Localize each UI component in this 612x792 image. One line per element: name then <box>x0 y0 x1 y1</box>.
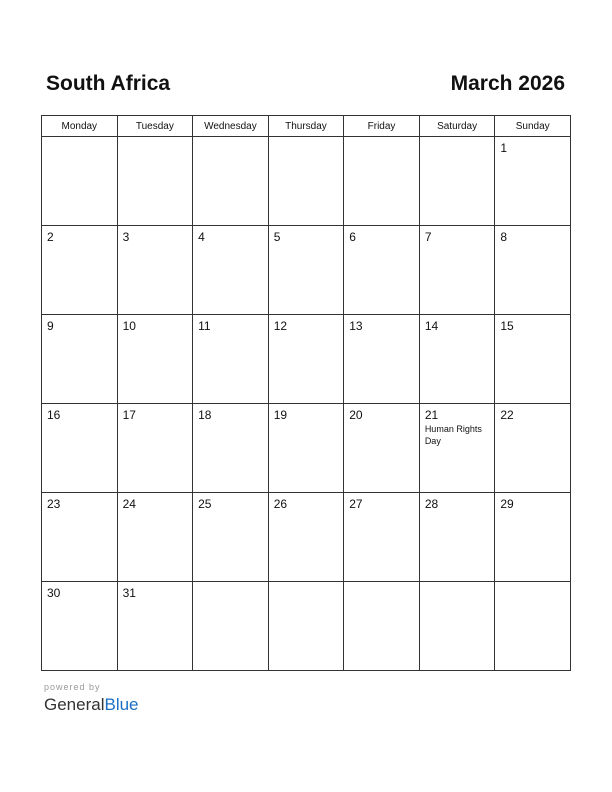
day-cell <box>495 137 571 226</box>
day-number: 19 <box>273 408 288 422</box>
day-cell <box>42 226 118 315</box>
day-number: 29 <box>500 497 514 511</box>
day-number <box>269 582 344 586</box>
day-number <box>42 137 117 141</box>
day-number: 9 <box>47 319 54 333</box>
day-cell <box>193 137 269 226</box>
weekday-header: Sunday <box>495 116 571 137</box>
day-number: 12 <box>273 319 288 333</box>
day-cell <box>193 493 269 582</box>
brand-general-text: General <box>44 695 105 714</box>
day-number <box>344 137 419 141</box>
weekday-header-row <box>42 116 571 137</box>
day-cell <box>42 315 118 404</box>
week-row <box>42 493 571 582</box>
day-number <box>118 137 193 141</box>
page-title-country: South Africa <box>46 72 171 95</box>
day-cell <box>117 226 193 315</box>
weekday-header: Wednesday <box>193 116 269 137</box>
page-title-month: March 2026 <box>450 72 565 95</box>
day-number: 7 <box>424 230 432 244</box>
day-cell <box>344 404 420 493</box>
day-cell <box>42 582 118 671</box>
day-number: 15 <box>500 319 514 333</box>
day-cell <box>495 582 571 671</box>
day-cell <box>344 315 420 404</box>
day-number: 30 <box>47 586 61 600</box>
day-number: 17 <box>122 408 136 422</box>
day-cell <box>419 493 495 582</box>
week-row <box>42 137 571 226</box>
footer-branding <box>44 682 139 716</box>
day-cell <box>495 226 571 315</box>
day-cell <box>268 582 344 671</box>
day-number <box>269 137 344 141</box>
day-number: 13 <box>349 319 363 333</box>
day-number: 26 <box>273 497 288 511</box>
day-number: 4 <box>198 230 205 244</box>
day-cell <box>117 137 193 226</box>
week-row <box>42 315 571 404</box>
powered-by-text: powered by <box>44 682 101 692</box>
day-cell <box>419 137 495 226</box>
day-cell <box>268 315 344 404</box>
day-number: 11 <box>198 319 211 333</box>
day-number: 3 <box>122 230 130 244</box>
day-number: 8 <box>500 230 508 244</box>
brand-blue-text: Blue <box>104 695 139 714</box>
day-number <box>420 137 495 141</box>
day-cell <box>419 315 495 404</box>
week-row <box>42 226 571 315</box>
day-number: 22 <box>500 408 514 422</box>
day-number <box>420 582 495 586</box>
week-row <box>42 582 571 671</box>
day-cell <box>344 226 420 315</box>
day-cell <box>117 404 193 493</box>
brand-logo[interactable] <box>44 694 139 716</box>
day-number: 1 <box>500 141 508 155</box>
day-number <box>344 582 419 586</box>
weekday-header: Saturday <box>419 116 495 137</box>
weekday-header: Thursday <box>268 116 344 137</box>
day-number: 28 <box>424 497 439 511</box>
day-cell <box>495 404 571 493</box>
day-cell <box>344 493 420 582</box>
day-cell <box>495 315 571 404</box>
day-cell <box>193 226 269 315</box>
day-number: 21 <box>424 408 439 422</box>
week-row <box>42 404 571 493</box>
day-number: 14 <box>424 319 439 333</box>
day-cell <box>117 493 193 582</box>
day-number: 6 <box>349 230 356 244</box>
day-number: 25 <box>198 497 212 511</box>
day-cell <box>268 137 344 226</box>
weekday-header: Tuesday <box>117 116 193 137</box>
day-cell <box>344 582 420 671</box>
day-cell <box>117 315 193 404</box>
weekday-header: Monday <box>42 116 118 137</box>
day-number: 10 <box>122 319 136 333</box>
day-number: 24 <box>122 497 136 511</box>
day-cell <box>193 404 269 493</box>
day-cell <box>419 226 495 315</box>
day-number: 18 <box>198 408 212 422</box>
day-cell <box>193 315 269 404</box>
day-cell-holiday <box>419 404 495 493</box>
day-number: 2 <box>47 230 54 244</box>
holiday-label: Human Rights Day <box>424 424 482 446</box>
day-cell <box>117 582 193 671</box>
day-cell <box>419 582 495 671</box>
day-cell <box>268 404 344 493</box>
day-cell <box>42 493 118 582</box>
day-number: 16 <box>47 408 61 422</box>
day-number: 23 <box>47 497 61 511</box>
day-number <box>495 582 570 586</box>
day-cell <box>42 404 118 493</box>
day-number: 20 <box>349 408 363 422</box>
day-number <box>193 137 268 141</box>
day-cell <box>495 493 571 582</box>
calendar-grid <box>41 115 571 671</box>
day-number <box>193 582 268 586</box>
day-number: 31 <box>122 586 136 600</box>
day-cell <box>42 137 118 226</box>
weekday-header: Friday <box>344 116 420 137</box>
day-cell <box>268 226 344 315</box>
day-cell <box>268 493 344 582</box>
day-number: 5 <box>273 230 281 244</box>
day-cell <box>344 137 420 226</box>
day-number: 27 <box>349 497 363 511</box>
day-cell <box>193 582 269 671</box>
